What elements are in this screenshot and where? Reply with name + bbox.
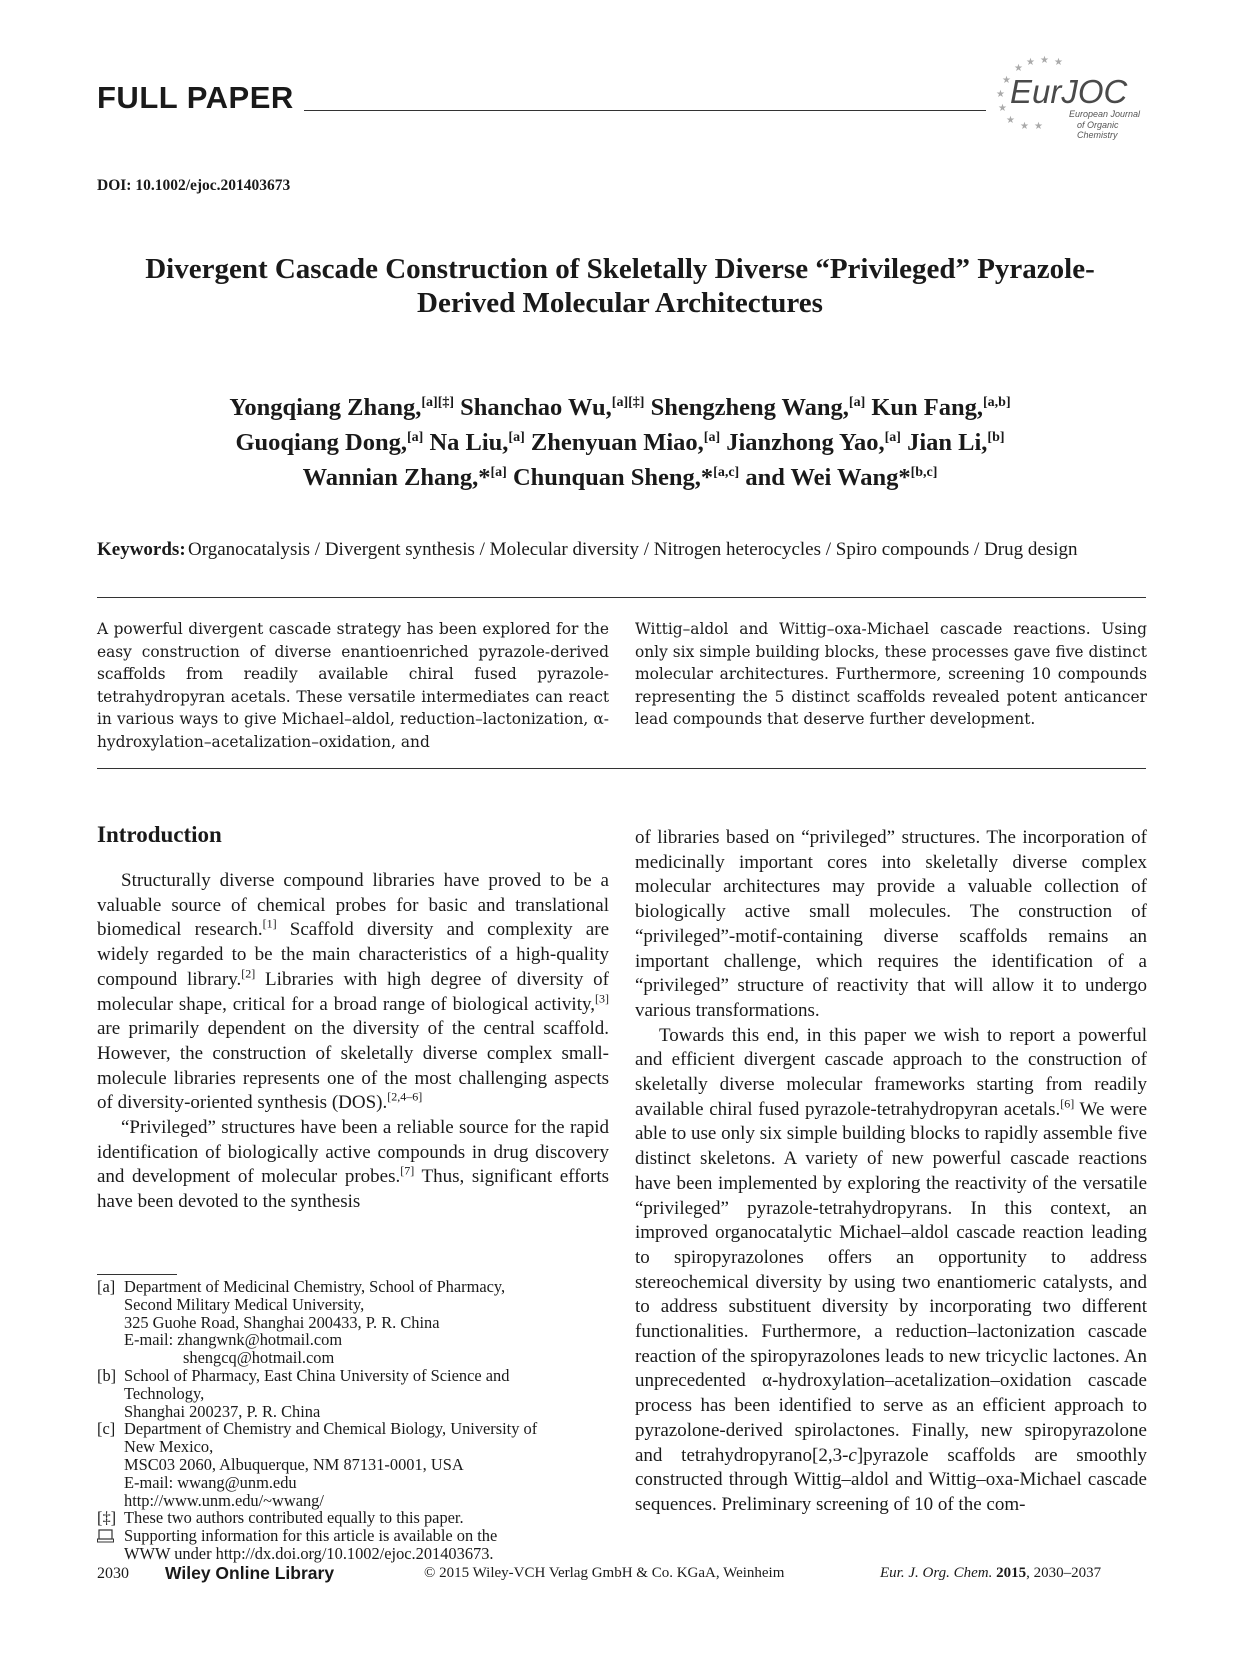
citation: [7] <box>400 1164 415 1179</box>
body-column-right <box>635 826 1147 1518</box>
title-line-2: Derived Molecular Architectures <box>417 287 823 319</box>
keywords-text: Organocatalysis / Divergent synthesis / Molecular diversity / Nitrogen heterocycles / Spiro compounds / Drug design <box>188 539 1078 560</box>
page-number: 2030 <box>97 1565 129 1582</box>
citation: [1] <box>262 917 277 932</box>
author-name: Jian Li, <box>907 429 988 457</box>
footnote-c: [c] Department of Chemistry and Chemical Biology, University of New Mexico, MSC03 2060, Albuquerque, NM 87131-0001, USA E-mail: wwang@unm.edu http://www.unm.edu/~wwang/ <box>97 1420 609 1509</box>
section-label: FULL PAPER <box>97 80 294 115</box>
logo-subtitle-1: European Journal <box>1069 109 1141 119</box>
supporting-info-link[interactable]: WWW under http://dx.doi.org/10.1002/ejoc.201403673. <box>124 1543 494 1563</box>
author-affiliation: [a,b] <box>983 395 1011 410</box>
author-name: Chunquan Sheng,* <box>512 464 714 492</box>
footnote-supporting-info: Supporting information for this article is available on the WWW under http://dx.doi.org/10.1002/ejoc.201403673. <box>97 1527 609 1563</box>
paper-title <box>80 252 1160 320</box>
logo-wordmark: EurJOC <box>1010 73 1128 110</box>
star-icon: ★ <box>1020 121 1029 132</box>
paragraph: of libraries based on “privileged” structures. The incorporation of medicinally important cores into skeletally diverse complex molecular architectures may provide a valuable collection of biologically active small molecules. The construction of “privileged”-motif-containing diverse scaffolds remains an important challenge, which requires the identification of a “privileged” structure of reactivity that will allow it to undergo various transformations. <box>635 827 1147 1021</box>
citation: [2,4–6] <box>387 1090 423 1104</box>
author-affiliation: [a][‡] <box>421 395 455 410</box>
footnote-rule <box>97 1274 177 1275</box>
author-name: Na Liu, <box>429 429 509 457</box>
star-icon: ★ <box>996 89 1005 100</box>
author-affiliation: [a] <box>508 430 525 446</box>
author-affiliation: [a] <box>703 430 721 446</box>
author-affiliation: [a] <box>884 430 901 446</box>
author-name: Wannian Zhang,* <box>302 464 491 492</box>
section-heading-introduction: Introduction <box>97 822 222 847</box>
author-name: Shanchao Wu, <box>460 394 612 422</box>
author-list <box>110 388 1130 493</box>
logo-subtitle-2: of Organic Chemistry <box>1077 120 1119 140</box>
star-icon: ★ <box>1006 115 1015 126</box>
author-affiliation: [a] <box>848 395 866 410</box>
citation: [2] <box>241 966 256 981</box>
title-line-1: Divergent Cascade Construction of Skeletally Diverse “Privileged” Pyrazole- <box>145 253 1095 285</box>
star-icon: ★ <box>1040 55 1049 66</box>
journal-logo <box>986 55 1161 140</box>
author-name: Shengzheng Wang, <box>650 394 849 422</box>
header-rule <box>304 110 986 111</box>
paragraph: Towards this end, in this paper we wish to report a powerful and efficient divergent cascade approach to the construction of skeletally diverse molecular frameworks starting from readily available chiral fused pyrazole-tetrahydropyran acetals.[6] We were able to use only six simple building blocks to rapidly assemble five distinct skeletons. A variety of new powerful cascade reactions have been implemented by exploring the reactivity of the versatile “privileged” pyrazole-tetrahydropyrans. In this context, an improved organocatalytic Michael–aldol cascade reaction leading to spiropyrazolones offers an opportunity to address stereochemical diversity by using two enantiomeric catalysts, and to address substituent diversity by incorporating two different functionalities. Furthermore, a reduction–lactonization cascade reaction of the spiropyrazolones leads to new tricyclic lactones. An unprecedented α-hydroxylation–acetalization–oxidation cascade process has been identified to serve as an efficient approach to pyrazolone-derived spirolactones. Finally, new spiropyrazolone and tetrahydropyrano[2,3-c]pyrazole scaffolds are smoothly constructed through Wittig–aldol and Wittig–oxa-Michael cascade sequences. Preliminary screening of 10 of the com- <box>635 1024 1147 1515</box>
abstract-left: A powerful divergent cascade strategy has been explored for the easy construction of diverse enantioenriched pyrazole-derived scaffolds from readily available chiral fused pyrazole-tetrahydropyran acetals. These versatile intermediates can react in various ways to give Michael–aldol, reduction–lactonization, α-hydroxylation–acetalization–oxidation, and <box>97 620 609 751</box>
citation: [3] <box>595 991 609 1006</box>
author-affiliation: [a] <box>490 465 507 481</box>
author-affiliation: [a,c] <box>713 465 740 481</box>
footnote-b: [b] School of Pharmacy, East China University of Science and Technology, Shanghai 200237, P. R. China <box>97 1365 510 1421</box>
copyright: © 2015 Wiley-VCH Verlag GmbH & Co. KGaA, Weinheim <box>424 1565 785 1581</box>
author-affiliation: [a][‡] <box>611 395 645 410</box>
author-affiliation: [b] <box>987 430 1005 446</box>
supporting-info-icon <box>97 1529 114 1543</box>
wiley-online-library: Wiley Online Library <box>165 1563 335 1583</box>
body-column-left <box>97 869 609 1215</box>
author-name: Kun Fang, <box>871 394 984 422</box>
author-affiliation: [b,c] <box>910 465 938 481</box>
footnote-a: [a] Department of Medicinal Chemistry, School of Pharmacy, Second Military Medical University, 325 Guohe Road, Shanghai 200433, P. R. China E-mail: zhangwnk@hotmail.com shengcq@hotmail.com <box>97 1277 506 1368</box>
star-icon: ★ <box>1002 75 1011 86</box>
footnote-equal-contribution: [‡] These two authors contributed equally to this paper. <box>97 1508 464 1528</box>
journal-citation: Eur. J. Org. Chem. 2015, 2030–2037 <box>880 1565 1102 1581</box>
author-affiliation: [a] <box>407 430 424 446</box>
author-name: and Wei Wang* <box>745 464 911 492</box>
keywords-label: Keywords: <box>97 539 186 560</box>
author-name: Jianzhong Yao, <box>726 429 885 457</box>
citation: [6] <box>1060 1096 1075 1111</box>
divider <box>97 597 1146 598</box>
author-name: Guoqiang Dong, <box>235 429 407 457</box>
author-name: Zhenyuan Miao, <box>530 429 704 457</box>
star-icon: ★ <box>1014 63 1023 74</box>
star-icon: ★ <box>1054 57 1063 68</box>
star-icon: ★ <box>1034 121 1043 132</box>
star-icon: ★ <box>998 103 1007 114</box>
abstract-right: Wittig–aldol and Wittig–oxa-Michael cascade reactions. Using only six simple building blocks, these processes gave five distinct molecular architectures. Furthermore, screening 10 compounds representing the 5 distinct scaffolds revealed potent anticancer lead compounds that deserve further development. <box>635 620 1147 728</box>
doi: DOI: 10.1002/ejoc.201403673 <box>97 177 291 194</box>
divider <box>97 768 1146 769</box>
star-icon: ★ <box>1026 57 1035 68</box>
footnote-url[interactable]: http://www.unm.edu/~wwang/ <box>124 1490 324 1510</box>
footnotes <box>97 1278 609 1563</box>
paragraph: Structurally diverse compound libraries have proved to be a valuable source of chemical probes for basic and translational biomedical research.[1] Scaffold diversity and complexity are widely regarded to be the main characteristics of a high-quality compound library.[2] Libraries with high degree of diversity of molecular shape, critical for a broad range of biological activity,[3] are primarily dependent on the diversity of the central scaffold. However, the construction of skeletally diverse complex small-molecule libraries represents one of the most challenging aspects of diversity-oriented synthesis (DOS).[2,4–6] <box>97 870 609 1114</box>
paragraph: “Privileged” structures have been a reliable source for the rapid identification of biologically active compounds in drug discovery and development of molecular probes.[7] Thus, significant efforts have been devoted to the synthesis <box>97 1117 609 1213</box>
author-name: Yongqiang Zhang, <box>229 394 422 422</box>
